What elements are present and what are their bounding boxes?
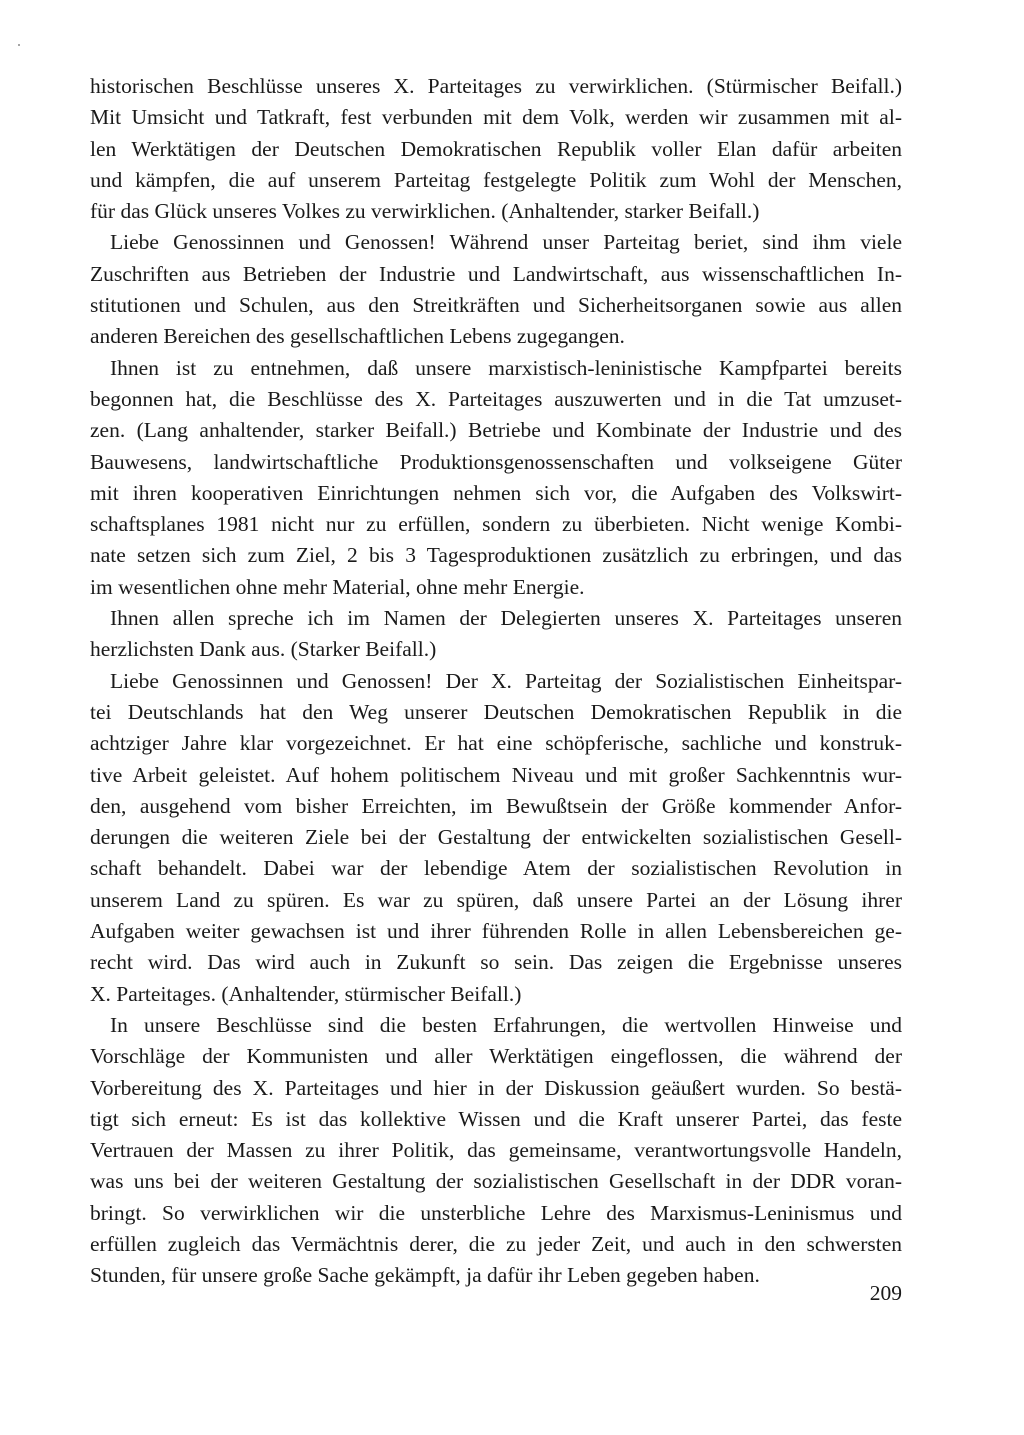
text-line: Vorbereitung des X. Parteitages und hier in der Diskussion geäußert wurden. So bestä- xyxy=(90,1075,902,1100)
text-line: Stunden, für unsere große Sache gekämpft, ja dafür ihr Leben gegeben haben. xyxy=(90,1263,760,1288)
paragraph xyxy=(90,227,902,352)
text-line: für das Glück unseres Volkes zu verwirklichen. (Anhaltender, starker Beifall.) xyxy=(90,199,760,224)
document-body xyxy=(90,71,902,1292)
text-line: Zuschriften aus Betrieben der Industrie und Landwirtschaft, aus wissenschaftlichen In- xyxy=(90,261,902,286)
text-line: erfüllen zugleich das Vermächtnis derer, die zu jeder Zeit, und auch in den schwersten xyxy=(90,1231,902,1256)
paragraph xyxy=(90,666,902,1010)
text-line: nate setzen sich zum Ziel, 2 bis 3 Tagesproduktionen zusätzlich zu erbringen, und das xyxy=(90,543,902,568)
paragraph xyxy=(90,353,902,603)
paragraph xyxy=(90,71,902,227)
text-line: Vorschläge der Kommunisten und aller Werktätigen eingeflossen, die während der xyxy=(90,1044,902,1069)
page-number: 209 xyxy=(869,1281,902,1305)
text-line: Liebe Genossinnen und Genossen! Während unser Parteitag beriet, sind ihm viele xyxy=(110,230,902,255)
text-line: begonnen hat, die Beschlüsse des X. Parteitages auszuwerten und in die Tat umzuset- xyxy=(90,386,902,411)
text-line: stitutionen und Schulen, aus den Streitkräften und Sicherheitsorganen sowie aus allen xyxy=(90,293,902,318)
text-line: im wesentlichen ohne mehr Material, ohne mehr Energie. xyxy=(90,574,585,599)
text-line: derungen die weiteren Ziele bei der Gestaltung der entwickelten sozialistischen Gesell- xyxy=(90,825,902,850)
text-line: Vertrauen der Massen zu ihrer Politik, das gemeinsame, verantwortungsvolle Handeln, xyxy=(90,1138,902,1163)
text-line: den, ausgehend vom bisher Erreichten, im Bewußtsein der Größe kommender Anfor- xyxy=(90,793,902,818)
text-line: tive Arbeit geleistet. Auf hohem politischem Niveau und mit großer Sachkenntnis wur- xyxy=(90,762,902,787)
text-line: In unsere Beschlüsse sind die besten Erfahrungen, die wertvollen Hinweise und xyxy=(110,1012,902,1037)
text-line: Mit Umsicht und Tatkraft, fest verbunden mit dem Volk, werden wir zusammen mit al- xyxy=(90,105,902,130)
text-line: schaft behandelt. Dabei war der lebendige Atem der sozialistischen Revolution in xyxy=(90,856,902,881)
text-line: Aufgaben weiter gewachsen ist und ihrer führenden Rolle in allen Lebensbereichen ge- xyxy=(90,919,902,944)
text-line: len Werktätigen der Deutschen Demokratischen Republik voller Elan dafür arbeiten xyxy=(90,136,902,161)
text-line: Liebe Genossinnen und Genossen! Der X. Parteitag der Sozialistischen Einheitspar- xyxy=(110,668,902,693)
text-line: bringt. So verwirklichen wir die unsterbliche Lehre des Marxismus-Leninismus und xyxy=(90,1200,902,1225)
text-line: und kämpfen, die auf unserem Parteitag festgelegte Politik zum Wohl der Menschen, xyxy=(90,167,902,192)
text-line: Ihnen allen spreche ich im Namen der Delegierten unseres X. Parteitages unseren xyxy=(110,606,902,631)
text-line: X. Parteitages. (Anhaltender, stürmischer Beifall.) xyxy=(90,981,522,1006)
text-line: unserem Land zu spüren. Es war zu spüren, daß unsere Partei an der Lösung ihrer xyxy=(90,887,902,912)
text-line: tei Deutschlands hat den Weg unserer Deutschen Demokratischen Republik in die xyxy=(90,699,902,724)
text-line: historischen Beschlüsse unseres X. Parteitages zu verwirklichen. (Stürmischer Beifall.) xyxy=(90,74,902,98)
text-line: achtziger Jahre klar vorgezeichnet. Er hat eine schöpferische, sachliche und konstruk- xyxy=(90,731,902,756)
text-line: recht wird. Das wird auch in Zukunft so sein. Das zeigen die Ergebnisse unseres xyxy=(90,950,902,975)
text-line: mit ihren kooperativen Einrichtungen nehmen sich vor, die Aufgaben des Volkswirt- xyxy=(90,480,902,505)
text-line: Ihnen ist zu entnehmen, daß unsere marxistisch-leninistische Kampfpartei bereits xyxy=(110,355,902,380)
text-line: Bauwesens, landwirtschaftliche Produktionsgenossenschaften und volkseigene Güter xyxy=(90,449,902,474)
scan-speck xyxy=(18,44,20,46)
text-line: zen. (Lang anhaltender, starker Beifall.) Betriebe und Kombinate der Industrie und des xyxy=(90,418,902,443)
text-line: anderen Bereichen des gesellschaftlichen Lebens zugegangen. xyxy=(90,324,625,349)
text-line: was uns bei der weiteren Gestaltung der sozialistischen Gesellschaft in der DDR voran- xyxy=(90,1169,902,1194)
text-line: schaftsplanes 1981 nicht nur zu erfüllen, sondern zu überbieten. Nicht wenige Kombi- xyxy=(90,512,902,537)
paragraph xyxy=(90,603,902,666)
text-line: tigt sich erneut: Es ist das kollektive Wissen und die Kraft unserer Partei, das feste xyxy=(90,1106,902,1131)
text-line: herzlichsten Dank aus. (Starker Beifall.) xyxy=(90,637,437,662)
paragraph xyxy=(90,1010,902,1292)
